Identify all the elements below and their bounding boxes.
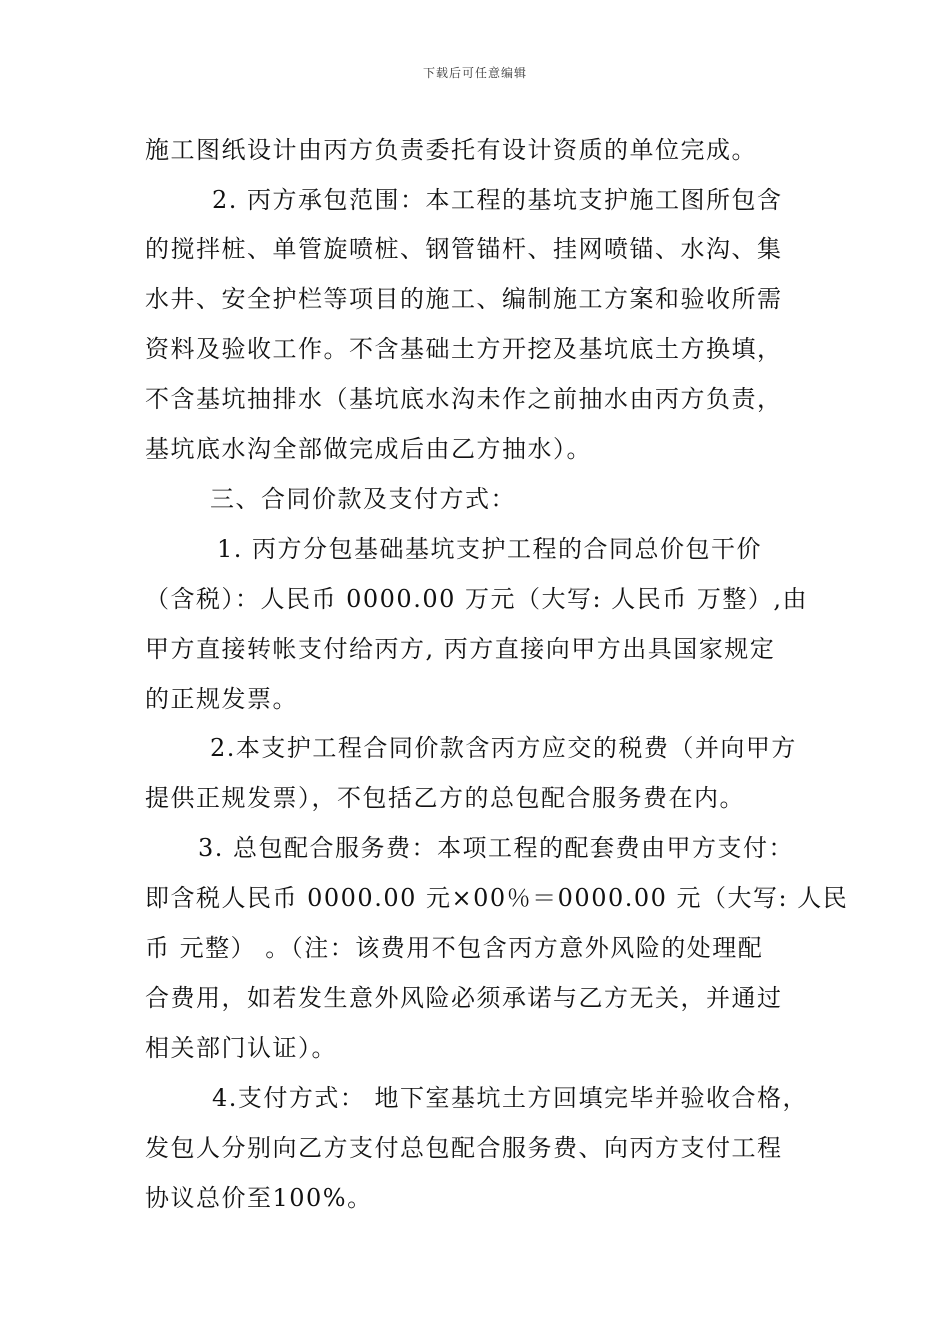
body-line: 相关部门认证）。: [145, 1034, 337, 1062]
body-line: 水井、安全护栏等项目的施工、编制施工方案和验收所需: [145, 285, 783, 313]
page-header: 下载后可任意编辑: [422, 66, 527, 80]
body-line: （含税）：人民币 0000.00 万元（大写: 人民币 万整）,由: [145, 585, 808, 613]
body-line: 的正规发票。: [145, 685, 298, 713]
section-heading: 三、合同价款及支付方式：: [210, 485, 516, 513]
body-line: 币 元整） 。（注：该费用不包含丙方意外风险的处理配: [145, 934, 764, 962]
body-line: 不含基坑抽排水（基坑底水沟未作之前抽水由丙方负责，: [145, 385, 783, 413]
body-line: 即含税人民币 0000.00 元×00％＝0000.00 元（大写: 人民: [145, 884, 849, 912]
body-line: 发包人分别向乙方支付总包配合服务费、向丙方支付工程: [145, 1134, 783, 1162]
body-line: 甲方直接转帐支付给丙方, 丙方直接向甲方出具国家规定: [145, 635, 776, 663]
body-line: 提供正规发票），不包括乙方的总包配合服务费在内。: [145, 784, 745, 812]
body-line: 1. 丙方分包基础基坑支护工程的合同总价包干价: [217, 535, 763, 563]
body-line: 2.本支护工程合同价款含丙方应交的税费（并向甲方: [210, 734, 797, 762]
body-line: 基坑底水沟全部做完成后由乙方抽水）。: [145, 435, 592, 463]
body-line: 2. 丙方承包范围：本工程的基坑支护施工图所包含: [212, 186, 783, 214]
body-line: 4.支付方式： 地下室基坑土方回填完毕并验收合格，: [212, 1084, 809, 1112]
body-line: 的搅拌桩、单管旋喷桩、钢管锚杆、挂网喷锚、水沟、集: [145, 235, 783, 263]
body-line: 合费用，如若发生意外风险必须承诺与乙方无关，并通过: [145, 984, 783, 1012]
body-line: 协议总价至100%。: [145, 1184, 373, 1212]
body-line: 施工图纸设计由丙方负责委托有设计资质的单位完成。: [145, 136, 757, 164]
body-line: 资料及验收工作。不含基础土方开挖及基坑底土方换填，: [145, 335, 783, 363]
body-line: 3. 总包配合服务费：本项工程的配套费由甲方支付：: [198, 834, 795, 862]
